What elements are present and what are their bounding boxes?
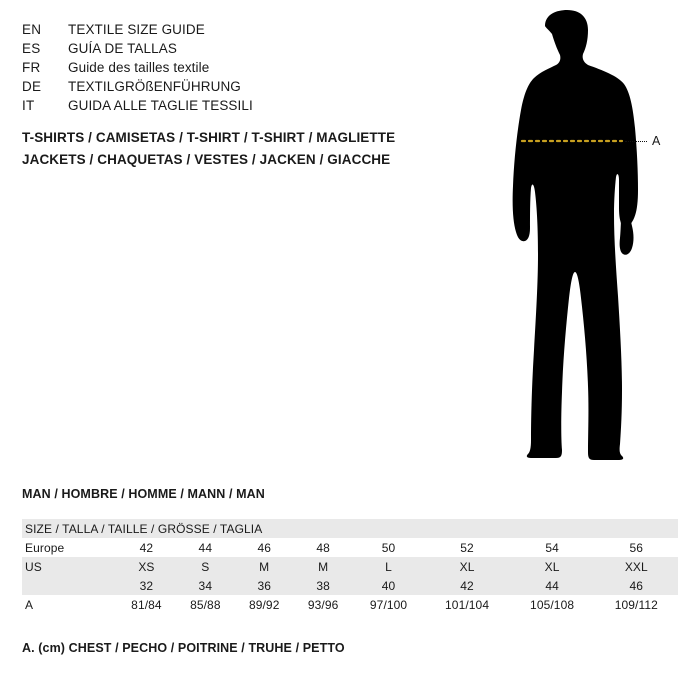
- garment-type-block: [22, 127, 462, 171]
- cell: 97/100: [353, 595, 425, 614]
- cell: 48: [294, 538, 353, 557]
- language-row: [22, 77, 452, 96]
- male-silhouette-icon: [470, 10, 690, 470]
- cell: M: [294, 557, 353, 576]
- cell: 89/92: [235, 595, 294, 614]
- row-label-us: US: [22, 557, 117, 576]
- cell: M: [235, 557, 294, 576]
- language-code: EN: [22, 22, 42, 37]
- language-code: DE: [22, 79, 42, 94]
- table-title-cell: SIZE / TALLA / TAILLE / GRÖSSE / TAGLIA: [22, 519, 678, 538]
- cell: 54: [510, 538, 595, 557]
- cell: XL: [425, 557, 510, 576]
- language-title: TEXTILE SIZE GUIDE: [68, 22, 205, 37]
- section-caption-man: MAN / HOMBRE / HOMME / MANN / MAN: [22, 487, 265, 501]
- language-title: Guide des tailles textile: [68, 60, 210, 75]
- language-header-block: [22, 20, 452, 115]
- table-title-row: [22, 519, 678, 538]
- cell: XL: [510, 557, 595, 576]
- row-label-a: A: [22, 595, 117, 614]
- cell: 52: [425, 538, 510, 557]
- language-row: [22, 39, 452, 58]
- language-row: [22, 58, 452, 77]
- figure-illustration: [470, 10, 690, 470]
- language-title: TEXTILGRÖßENFÜHRUNG: [68, 79, 241, 94]
- cell: 46: [595, 576, 678, 595]
- row-label-us-numeric: [22, 576, 117, 595]
- cell: 40: [353, 576, 425, 595]
- cell: 42: [425, 576, 510, 595]
- cell: 93/96: [294, 595, 353, 614]
- table-row: [22, 595, 678, 614]
- cell: 34: [176, 576, 235, 595]
- footnote-chest-measure: A. (cm) CHEST / PECHO / POITRINE / TRUHE / PETTO: [22, 641, 345, 655]
- measure-leader-line: [625, 141, 647, 142]
- cell: 101/104: [425, 595, 510, 614]
- row-label-europe: Europe: [22, 538, 117, 557]
- language-code: IT: [22, 98, 35, 113]
- language-row: [22, 20, 452, 39]
- table-row: [22, 576, 678, 595]
- cell: 105/108: [510, 595, 595, 614]
- cell: 38: [294, 576, 353, 595]
- garment-line-jackets: JACKETS / CHAQUETAS / VESTES / JACKEN / GIACCHE: [22, 152, 391, 167]
- language-code: FR: [22, 60, 41, 75]
- cell: 50: [353, 538, 425, 557]
- cell: L: [353, 557, 425, 576]
- cell: 85/88: [176, 595, 235, 614]
- cell: S: [176, 557, 235, 576]
- cell: 56: [595, 538, 678, 557]
- cell: XXL: [595, 557, 678, 576]
- cell: 36: [235, 576, 294, 595]
- cell: 46: [235, 538, 294, 557]
- cell: XS: [117, 557, 176, 576]
- language-code: ES: [22, 41, 41, 56]
- table-row: [22, 557, 678, 576]
- cell: 109/112: [595, 595, 678, 614]
- cell: 44: [176, 538, 235, 557]
- cell: 42: [117, 538, 176, 557]
- language-title: GUÍA DE TALLAS: [68, 41, 177, 56]
- measure-label-a: A: [652, 134, 661, 148]
- cell: 44: [510, 576, 595, 595]
- language-row: [22, 96, 452, 115]
- garment-line-tshirts: T-SHIRTS / CAMISETAS / T-SHIRT / T-SHIRT / MAGLIETTE: [22, 130, 396, 145]
- cell: 32: [117, 576, 176, 595]
- cell: 81/84: [117, 595, 176, 614]
- table-row: [22, 538, 678, 557]
- size-table: [22, 519, 678, 614]
- language-title: GUIDA ALLE TAGLIE TESSILI: [68, 98, 253, 113]
